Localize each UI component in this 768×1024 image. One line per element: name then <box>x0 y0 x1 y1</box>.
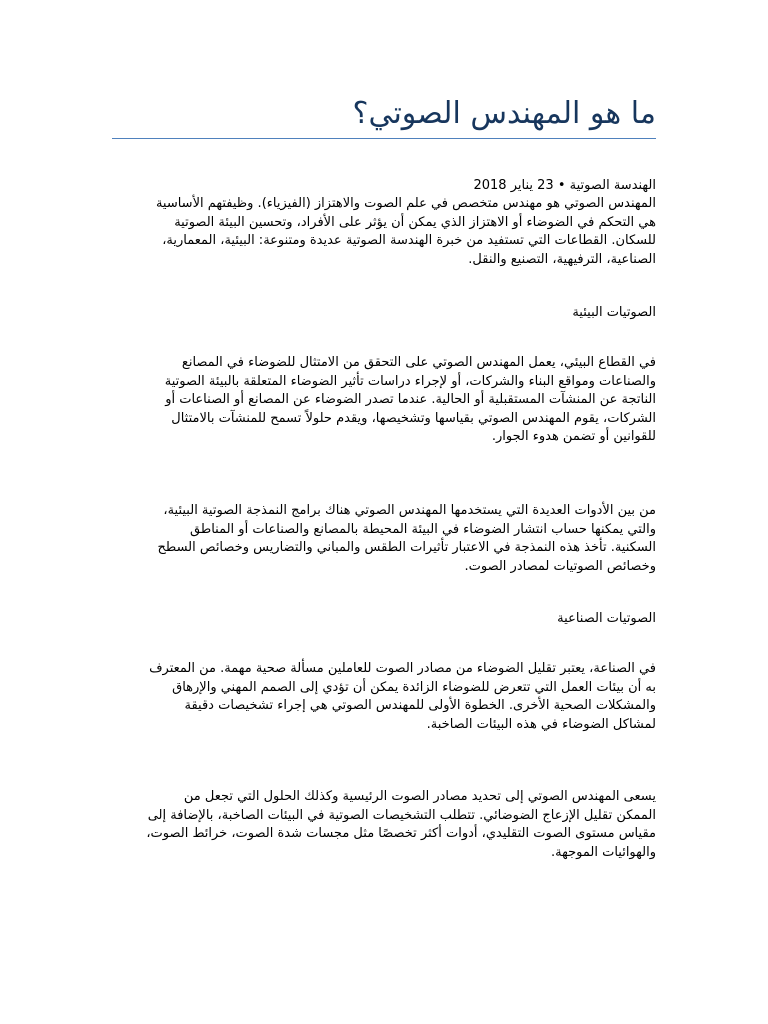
paragraph-line: الصناعية، الترفيهية، التصنيع والنقل. <box>468 251 656 267</box>
intro-paragraph <box>112 195 656 269</box>
paragraph-line: لمشاكل الضوضاء في هذه البيئات الصاخبة. <box>426 716 656 732</box>
environmental-paragraph-2 <box>112 502 656 576</box>
paragraph-line: السكنية. تأخذ هذه النمذجة في الاعتبار تأثيرات الطقس والمباني والتضاريس وخصائص السطح <box>157 540 656 555</box>
title-underline <box>112 138 656 139</box>
paragraph-line: الممكن تقليل الإزعاج الضوضائي. تتطلب التشخيصات الصوتية في البيئات الصاخبة، بالإضافة إلى <box>147 807 656 823</box>
paragraph-line: المهندس الصوتي هو مهندس متخصص في علم الصوت والاهتزاز (الفيزياء). وظيفتهم الأساسية <box>155 196 656 211</box>
paragraph-line: به أن بيئات العمل التي تتعرض للضوضاء الزائدة يمكن أن تؤدي إلى الصمم المهني والإرهاق <box>172 679 656 695</box>
paragraph-line: للسكان. القطاعات التي تستفيد من خبرة الهندسة الصوتية عديدة ومتنوعة: البيئية، المعمارية، <box>162 233 656 248</box>
paragraph-line: والصناعات ومواقع البناء والشركات، أو لإجراء دراسات تأثير الضوضاء المتعلقة بالبيئة الصوتية <box>164 373 656 389</box>
section-heading-environmental: الصوتيات البيئية <box>572 305 656 320</box>
paragraph-line: يسعى المهندس الصوتي إلى تحديد مصادر الصوت الرئيسية وكذلك الحلول التي تجعل من <box>183 789 656 804</box>
paragraph-line: والهوائيات الموجهة. <box>551 844 656 860</box>
paragraph-line: الناتجة عن المنشآت المستقبلية أو الحالية. عندما تصدر الضوضاء عن المصانع أو الصناعات أو <box>165 392 656 407</box>
paragraph-line: والمشكلات الصحية الأخرى. الخطوة الأولى للمهندس الصوتي هي إجراء تشخيصات دقيقة <box>184 698 656 713</box>
paragraph-line: هي التحكم في الضوضاء أو الاهتزاز الذي يمكن أن يؤثر على الأفراد، وتحسين البيئة الصوتية <box>174 214 656 230</box>
paragraph-line: وخصائص الصوتيات لمصادر الصوت. <box>464 558 656 574</box>
industrial-paragraph-2 <box>112 788 656 862</box>
paragraph-line: الشركات، يقوم المهندس الصوتي بقياسها وتشخيصها، ويقدم حلولاً تسمح للمنشآت بالامتثال <box>171 410 656 426</box>
paragraph-line: مقياس مستوى الصوت التقليدي، أدوات أكثر تخصصًا مثل مجسات شدة الصوت، خرائط الصوت، <box>146 826 656 841</box>
page-title: ما هو المهندس الصوتي؟ <box>352 96 656 131</box>
paragraph-line: والتي يمكنها حساب انتشار الضوضاء في البيئة المحيطة بالمصانع والصناعات أو المناطق <box>190 521 656 537</box>
paragraph-line: في الصناعة، يعتبر تقليل الضوضاء من مصادر الصوت للعاملين مسألة صحية مهمة. من المعترف <box>149 661 656 676</box>
paragraph-line: في القطاع البيئي، يعمل المهندس الصوتي على التحقق من الامتثال للضوضاء في المصانع <box>181 355 656 370</box>
article-meta: الهندسة الصوتية • 23 يناير 2018 <box>473 178 656 193</box>
paragraph-line: من بين الأدوات العديدة التي يستخدمها المهندس الصوتي هناك برامج النمذجة الصوتية البيئية، <box>163 503 656 518</box>
environmental-paragraph-1 <box>112 354 656 447</box>
industrial-paragraph-1 <box>112 660 656 734</box>
paragraph-line: للقوانين أو تضمن هدوء الجوار. <box>491 429 656 444</box>
section-heading-industrial: الصوتيات الصناعية <box>557 611 656 626</box>
